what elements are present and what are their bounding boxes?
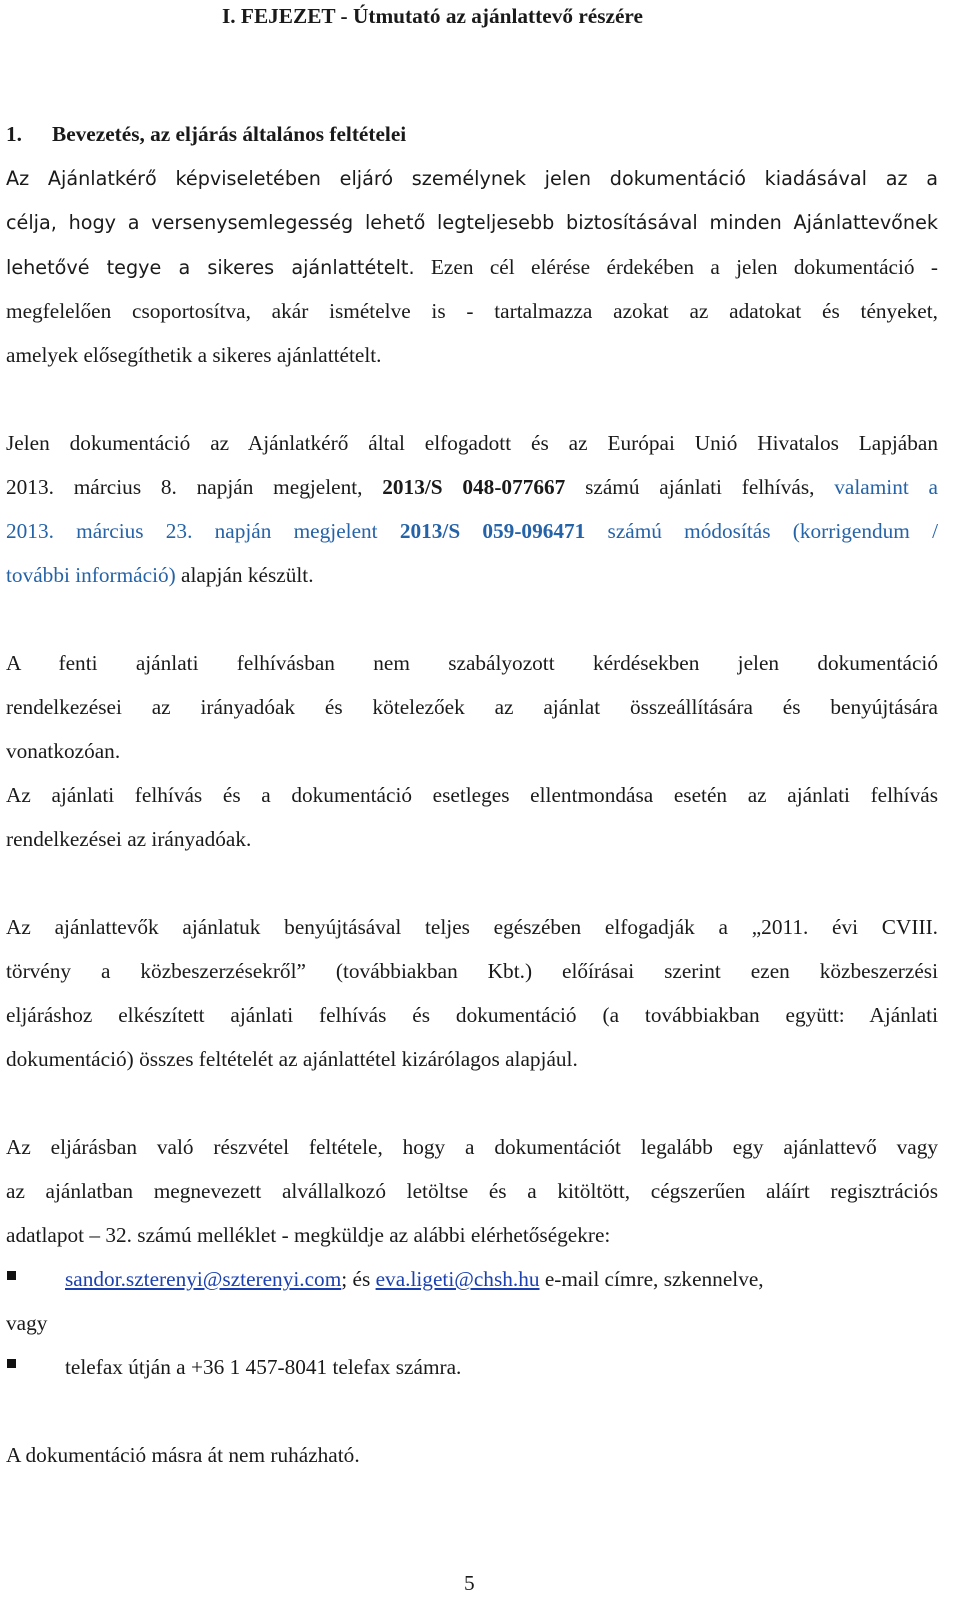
p2-published: napján megjelent — [192, 519, 400, 543]
bullet-fax-item: telefax útján a +36 1 457-8041 telefax számra. — [65, 1355, 462, 1379]
p5-line2: törvény a közbeszerzésekről” (továbbiakban Kbt.) előírásai szerint ezen közbeszerzési — [6, 959, 938, 983]
p1-line5: amelyek elősegíthetik a sikeres ajánlattételt. — [6, 343, 382, 367]
p2-line1: Jelen dokumentáció az Ajánlatkérő által elfogadott és az Európai Unió Hivatalos Lapjában — [6, 431, 938, 455]
p1-line3-start: lehetővé tegye a sikeres ajánlattételt. — [6, 256, 415, 279]
p1-line3-end: Ezen cél elérése érdekében a jelen dokumentáció - — [414, 255, 938, 279]
section-heading — [6, 121, 938, 147]
p5-line4: dokumentáció) összes feltételét az ajánlattétel kizárólagos alapjául. — [6, 1047, 578, 1071]
p1-line4: megfelelően csoportosítva, akár ismételve is - tartalmazza azokat az adatokat és tényeket, — [6, 299, 938, 323]
email-link-ligeti[interactable]: eva.ligeti@chsh.hu — [375, 1267, 540, 1291]
email-link-szterenyi[interactable]: sandor.szterenyi@szterenyi.com — [65, 1267, 342, 1291]
p6-line2: az ajánlatban megnevezett alvállalkozó letöltse és a kitöltött, cégszerűen aláírt regisztrációs — [6, 1179, 938, 1203]
p3-line3: vonatkozóan. — [6, 739, 121, 763]
p2-ref2: 2013/S 059-096471 — [399, 519, 586, 543]
final-sentence: A dokumentáció másra át nem ruházható. — [6, 1443, 360, 1467]
bullet-email-item — [65, 1266, 938, 1292]
p3-line2: rendelkezései az irányadóak és kötelezőek az ajánlat összeállítására és benyújtására — [6, 695, 938, 719]
p2-date1: 2013. március 8. napján megjelent, — [6, 475, 383, 499]
p2-date2: 2013. március 23. — [6, 519, 193, 543]
p1-line2: célja, hogy a versenysemlegesség lehető legteljesebb biztosításával minden Ajánlattevőnek — [6, 211, 938, 234]
p5-line3: eljáráshoz elkészített ajánlati felhívás és dokumentáció (a továbbiakban együtt: Ajánlati — [6, 1003, 938, 1027]
bullet-email-tail: e-mail címre, szkennelve, — [539, 1267, 764, 1291]
p2-info: további információ) — [6, 563, 176, 587]
bullet-square-icon — [7, 1359, 16, 1368]
p5-line1: Az ajánlattevők ajánlatuk benyújtásával teljes egészében elfogadják a „2011. évi CVIII. — [6, 915, 938, 939]
or-text: vagy — [6, 1311, 48, 1335]
p2-correction: számú módosítás (korrigendum / — [585, 519, 939, 543]
page-number: 5 — [464, 1571, 475, 1595]
bullet-email-separator: ; és — [341, 1267, 376, 1291]
bullet-square-icon — [7, 1271, 16, 1280]
p2-call: számú ajánlati felhívás, — [565, 475, 815, 499]
section-number: 1. — [6, 122, 22, 146]
p6-line1: Az eljárásban való részvétel feltétele, hogy a dokumentációt legalább egy ajánlattevő vagy — [6, 1135, 938, 1159]
p1-line1: Az Ajánlatkérő képviseletében eljáró személynek jelen dokumentáció kiadásával az a — [6, 167, 938, 190]
p2-line2 — [6, 474, 938, 500]
p4-line1: Az ajánlati felhívás és a dokumentáció esetleges ellentmondása esetén az ajánlati felhívás — [6, 783, 938, 807]
p3-line1: A fenti ajánlati felhívásban nem szabályozott kérdésekben jelen dokumentáció — [6, 651, 938, 675]
section-heading-text: Bevezetés, az eljárás általános feltételei — [51, 122, 407, 146]
p1-line3 — [6, 254, 938, 281]
p2-valamint: valamint a — [814, 475, 938, 499]
p2-ref1: 2013/S 048-077667 — [382, 475, 566, 499]
p2-line3 — [6, 518, 938, 544]
p2-line4 — [6, 562, 938, 588]
chapter-title: I. FEJEZET - Útmutató az ajánlattevő részére — [222, 4, 643, 28]
p6-line3: adatlapot – 32. számú melléklet - megküldje az alábbi elérhetőségekre: — [6, 1223, 611, 1247]
p4-line2: rendelkezései az irányadóak. — [6, 827, 252, 851]
p2-basis: alapján készült. — [175, 563, 314, 587]
